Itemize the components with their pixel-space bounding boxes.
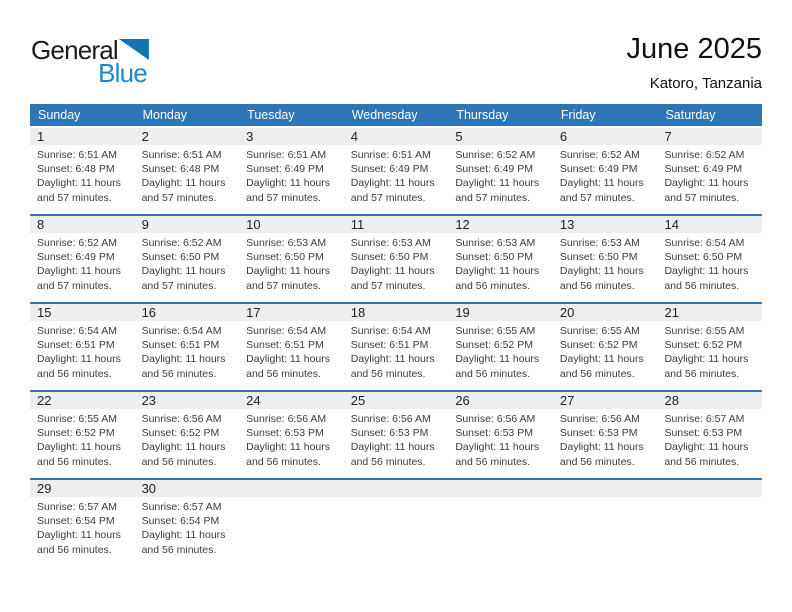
day-number-band — [657, 480, 762, 497]
detail-line: and 56 minutes. — [559, 279, 635, 292]
detail-line: Sunset: 6:50 PM — [559, 251, 638, 264]
day-cell-23 — [135, 392, 240, 478]
detail-line: Sunset: 6:49 PM — [455, 163, 533, 176]
day-cell-6 — [553, 128, 658, 214]
detail-line: Daylight: 11 hours — [141, 353, 226, 366]
day-number-band — [448, 304, 553, 321]
detail-line: and 56 minutes. — [559, 367, 635, 380]
detail-line: Sunrise: 6:51 AM — [350, 149, 431, 161]
day-details — [135, 409, 240, 469]
day-cell-18 — [344, 304, 449, 390]
detail-line: Sunrise: 6:52 AM — [664, 149, 745, 161]
detail-line: Daylight: 11 hours — [664, 265, 749, 278]
day-cell-21 — [657, 304, 762, 390]
detail-line: Daylight: 11 hours — [559, 353, 644, 366]
detail-line: and 56 minutes. — [141, 543, 217, 556]
detail-line: Sunrise: 6:53 AM — [246, 237, 327, 249]
detail-line: Daylight: 11 hours — [246, 177, 331, 190]
day-number-band — [553, 480, 658, 497]
weekday-header-sunday: Sunday — [38, 108, 81, 122]
day-number-band — [344, 480, 449, 497]
detail-line: Sunset: 6:52 PM — [455, 339, 533, 352]
day-details — [239, 233, 344, 293]
day-cell-3 — [239, 128, 344, 214]
detail-line: Daylight: 11 hours — [246, 265, 331, 278]
day-cell-26 — [448, 392, 553, 478]
weekday-header-friday: Friday — [560, 108, 596, 122]
month-title: June 2025 — [626, 33, 762, 65]
detail-line: Sunrise: 6:55 AM — [559, 325, 640, 337]
day-details — [30, 233, 135, 293]
day-number: 24 — [246, 393, 261, 408]
day-number-band — [448, 128, 553, 145]
day-number-band — [239, 216, 344, 233]
detail-line: Sunrise: 6:57 AM — [141, 501, 222, 513]
day-details — [135, 497, 240, 557]
day-number: 14 — [664, 217, 679, 232]
day-details — [239, 145, 344, 205]
day-cell-empty — [344, 480, 449, 566]
detail-line: Sunset: 6:54 PM — [141, 515, 220, 528]
detail-line: Sunset: 6:50 PM — [141, 251, 220, 264]
detail-line: Sunset: 6:49 PM — [559, 163, 638, 176]
detail-line: Sunrise: 6:57 AM — [664, 413, 745, 425]
detail-line: Sunset: 6:52 PM — [559, 339, 638, 352]
day-cell-15 — [30, 304, 135, 390]
day-number-band — [135, 392, 240, 409]
day-number-band — [135, 216, 240, 233]
day-details — [657, 409, 762, 469]
detail-line: Daylight: 11 hours — [455, 265, 540, 278]
detail-line: and 56 minutes. — [664, 279, 740, 292]
detail-line: Daylight: 11 hours — [455, 441, 540, 454]
detail-line: Sunrise: 6:52 AM — [455, 149, 536, 161]
week-row — [30, 302, 762, 390]
week-row — [30, 126, 762, 214]
day-number: 3 — [246, 129, 254, 144]
day-number: 27 — [559, 393, 575, 408]
detail-line: Sunset: 6:50 PM — [455, 251, 533, 264]
day-cell-30 — [135, 480, 240, 566]
detail-line: Sunset: 6:48 PM — [37, 163, 115, 176]
detail-line: and 57 minutes. — [246, 191, 321, 204]
title-block — [627, 33, 762, 92]
detail-line: and 57 minutes. — [350, 279, 426, 292]
detail-line: Daylight: 11 hours — [664, 353, 749, 366]
day-number-band — [30, 216, 135, 233]
detail-line: and 56 minutes. — [455, 367, 531, 380]
detail-line: and 57 minutes. — [37, 279, 112, 292]
day-number-band — [30, 480, 135, 497]
detail-line: Sunset: 6:49 PM — [350, 163, 429, 176]
day-number-band — [30, 392, 135, 409]
day-number: 18 — [350, 305, 366, 320]
detail-line: Sunrise: 6:55 AM — [37, 413, 117, 425]
day-cell-24 — [239, 392, 344, 478]
day-number-band — [239, 392, 344, 409]
day-number-band — [553, 304, 658, 321]
day-number: 16 — [141, 305, 157, 320]
day-cell-empty — [553, 480, 658, 566]
day-number-band — [344, 304, 449, 321]
detail-line: Sunrise: 6:52 AM — [559, 149, 640, 161]
logo-triangle-icon — [119, 39, 149, 60]
day-details — [239, 321, 344, 381]
day-cell-27 — [553, 392, 658, 478]
day-cell-5 — [448, 128, 553, 214]
day-number-band — [30, 304, 135, 321]
day-details — [553, 409, 658, 469]
day-cell-1 — [30, 128, 135, 214]
day-details — [553, 145, 658, 205]
day-details — [657, 233, 762, 293]
detail-line: Daylight: 11 hours — [246, 353, 331, 366]
day-details — [344, 409, 449, 469]
day-cell-empty — [448, 480, 553, 566]
day-details — [448, 409, 553, 469]
day-cell-17 — [239, 304, 344, 390]
logo-text-blue: Blue — [98, 58, 147, 88]
detail-line: Daylight: 11 hours — [350, 265, 435, 278]
day-number: 21 — [664, 305, 679, 320]
day-details — [30, 409, 135, 469]
detail-line: and 56 minutes. — [350, 367, 426, 380]
day-cell-28 — [657, 392, 762, 478]
detail-line: and 56 minutes. — [37, 543, 112, 556]
calendar-body — [30, 126, 762, 566]
detail-line: and 56 minutes. — [350, 455, 426, 468]
detail-line: Sunrise: 6:56 AM — [559, 413, 640, 425]
day-cell-9 — [135, 216, 240, 302]
day-cell-13 — [553, 216, 658, 302]
day-details — [657, 145, 762, 205]
day-cell-11 — [344, 216, 449, 302]
detail-line: Sunrise: 6:51 AM — [141, 149, 222, 161]
day-number: 12 — [455, 217, 470, 232]
day-number: 13 — [559, 217, 575, 232]
day-number-band — [448, 480, 553, 497]
detail-line: Sunset: 6:51 PM — [246, 339, 324, 352]
detail-line: and 56 minutes. — [141, 455, 217, 468]
detail-line: Sunset: 6:49 PM — [246, 163, 324, 176]
day-number: 8 — [37, 217, 45, 232]
week-row — [30, 478, 762, 566]
detail-line: Sunrise: 6:54 AM — [141, 325, 222, 337]
detail-line: Sunset: 6:51 PM — [37, 339, 115, 352]
detail-line: Daylight: 11 hours — [37, 529, 121, 542]
day-number-band — [239, 304, 344, 321]
day-number-band — [239, 128, 344, 145]
detail-line: Daylight: 11 hours — [37, 265, 121, 278]
weekday-header-saturday: Saturday — [665, 108, 716, 122]
detail-line: and 57 minutes. — [37, 191, 112, 204]
day-details — [135, 233, 240, 293]
detail-line: Sunrise: 6:56 AM — [455, 413, 536, 425]
detail-line: Sunset: 6:53 PM — [559, 427, 638, 440]
day-cell-empty — [657, 480, 762, 566]
detail-line: Sunset: 6:53 PM — [455, 427, 533, 440]
day-cell-29 — [30, 480, 135, 566]
day-cell-25 — [344, 392, 449, 478]
detail-line: Sunset: 6:52 PM — [664, 339, 743, 352]
day-details — [135, 321, 240, 381]
day-details — [344, 145, 449, 205]
detail-line: and 56 minutes. — [664, 367, 740, 380]
weekday-header-row — [30, 104, 762, 126]
detail-line: and 57 minutes. — [350, 191, 426, 204]
detail-line: Sunrise: 6:52 AM — [141, 237, 222, 249]
logo-text-general: General — [31, 35, 118, 65]
day-number-band — [657, 128, 762, 145]
detail-line: Daylight: 11 hours — [350, 177, 435, 190]
detail-line: and 56 minutes. — [664, 455, 740, 468]
detail-line: Sunrise: 6:54 AM — [350, 325, 431, 337]
day-number: 26 — [455, 393, 470, 408]
day-details — [135, 145, 240, 205]
detail-line: Sunset: 6:52 PM — [141, 427, 220, 440]
detail-line: Daylight: 11 hours — [559, 265, 644, 278]
detail-line: Daylight: 11 hours — [141, 265, 226, 278]
day-number-band — [553, 392, 658, 409]
day-number-band — [135, 480, 240, 497]
detail-line: Daylight: 11 hours — [141, 177, 226, 190]
detail-line: Daylight: 11 hours — [350, 441, 435, 454]
detail-line: Sunrise: 6:51 AM — [246, 149, 327, 161]
detail-line: Sunset: 6:48 PM — [141, 163, 220, 176]
detail-line: and 56 minutes. — [455, 279, 531, 292]
detail-line: Sunset: 6:54 PM — [37, 515, 115, 528]
day-details — [30, 145, 135, 205]
day-number-band — [135, 304, 240, 321]
day-cell-7 — [657, 128, 762, 214]
detail-line: Daylight: 11 hours — [246, 441, 331, 454]
day-number: 9 — [141, 217, 149, 232]
day-details — [448, 233, 553, 293]
location-subtitle: Katoro, Tanzania — [649, 75, 762, 92]
day-details — [448, 321, 553, 381]
day-number: 7 — [664, 129, 672, 144]
day-number-band — [344, 128, 449, 145]
day-cell-14 — [657, 216, 762, 302]
day-details — [553, 233, 658, 293]
day-number-band — [135, 128, 240, 145]
day-number: 17 — [246, 305, 261, 320]
detail-line: Daylight: 11 hours — [350, 353, 435, 366]
detail-line: Sunrise: 6:56 AM — [246, 413, 327, 425]
detail-line: Daylight: 11 hours — [455, 353, 540, 366]
day-details — [344, 321, 449, 381]
day-number: 10 — [246, 217, 261, 232]
detail-line: and 56 minutes. — [455, 455, 531, 468]
day-cell-empty — [239, 480, 344, 566]
detail-line: and 57 minutes. — [141, 191, 217, 204]
detail-line: Daylight: 11 hours — [141, 529, 226, 542]
detail-line: Sunset: 6:51 PM — [141, 339, 220, 352]
detail-line: and 57 minutes. — [455, 191, 531, 204]
day-details — [553, 321, 658, 381]
detail-line: Sunset: 6:51 PM — [350, 339, 429, 352]
detail-line: and 56 minutes. — [559, 455, 635, 468]
detail-line: Sunset: 6:53 PM — [246, 427, 324, 440]
detail-line: and 56 minutes. — [141, 367, 217, 380]
day-number-band — [344, 392, 449, 409]
detail-line: Sunset: 6:53 PM — [664, 427, 743, 440]
detail-line: Daylight: 11 hours — [37, 177, 121, 190]
day-number-band — [344, 216, 449, 233]
day-number: 11 — [350, 217, 365, 232]
day-number: 29 — [37, 481, 52, 496]
weekday-header-thursday: Thursday — [456, 108, 509, 122]
day-number-band — [657, 304, 762, 321]
day-number-band — [239, 480, 344, 497]
detail-line: Sunset: 6:50 PM — [246, 251, 324, 264]
day-details — [344, 233, 449, 293]
week-row — [30, 214, 762, 302]
day-cell-10 — [239, 216, 344, 302]
detail-line: Sunrise: 6:56 AM — [141, 413, 222, 425]
detail-line: Sunset: 6:50 PM — [350, 251, 429, 264]
day-number: 19 — [455, 305, 470, 320]
day-number-band — [448, 392, 553, 409]
day-number: 4 — [350, 129, 358, 144]
detail-line: and 56 minutes. — [246, 367, 321, 380]
day-cell-12 — [448, 216, 553, 302]
day-number: 20 — [559, 305, 575, 320]
detail-line: Sunrise: 6:54 AM — [37, 325, 117, 337]
detail-line: and 56 minutes. — [37, 455, 112, 468]
detail-line: Sunrise: 6:52 AM — [37, 237, 117, 249]
detail-line: Sunrise: 6:56 AM — [350, 413, 431, 425]
detail-line: and 57 minutes. — [141, 279, 217, 292]
weekday-header-wednesday: Wednesday — [351, 108, 418, 122]
day-number: 1 — [37, 129, 45, 144]
detail-line: and 56 minutes. — [246, 455, 321, 468]
day-details — [30, 497, 135, 557]
detail-line: Sunrise: 6:54 AM — [246, 325, 327, 337]
detail-line: Daylight: 11 hours — [559, 441, 644, 454]
day-number: 5 — [455, 129, 463, 144]
detail-line: Daylight: 11 hours — [455, 177, 540, 190]
detail-line: and 56 minutes. — [37, 367, 112, 380]
day-details — [657, 321, 762, 381]
calendar-table — [30, 104, 762, 566]
day-details — [239, 409, 344, 469]
day-details — [30, 321, 135, 381]
day-number: 28 — [664, 393, 679, 408]
day-cell-4 — [344, 128, 449, 214]
day-number: 2 — [141, 129, 149, 144]
detail-line: Sunset: 6:50 PM — [664, 251, 743, 264]
detail-line: Daylight: 11 hours — [37, 353, 121, 366]
detail-line: Sunrise: 6:53 AM — [455, 237, 536, 249]
day-number-band — [448, 216, 553, 233]
detail-line: Sunrise: 6:54 AM — [664, 237, 745, 249]
detail-line: Sunset: 6:49 PM — [37, 251, 115, 264]
detail-line: Daylight: 11 hours — [141, 441, 226, 454]
weekday-header-tuesday: Tuesday — [247, 108, 295, 122]
day-cell-19 — [448, 304, 553, 390]
day-number: 15 — [37, 305, 52, 320]
day-number: 6 — [559, 129, 568, 144]
day-cell-16 — [135, 304, 240, 390]
day-number: 25 — [350, 393, 366, 408]
detail-line: Daylight: 11 hours — [664, 177, 749, 190]
detail-line: Sunrise: 6:53 AM — [559, 237, 640, 249]
detail-line: Sunrise: 6:55 AM — [455, 325, 536, 337]
detail-line: Daylight: 11 hours — [559, 177, 644, 190]
day-cell-8 — [30, 216, 135, 302]
detail-line: Sunrise: 6:53 AM — [350, 237, 431, 249]
detail-line: and 57 minutes. — [664, 191, 740, 204]
day-number-band — [553, 128, 658, 145]
detail-line: and 57 minutes. — [246, 279, 321, 292]
detail-line: Sunset: 6:52 PM — [37, 427, 115, 440]
day-cell-2 — [135, 128, 240, 214]
day-number-band — [553, 216, 658, 233]
day-number: 30 — [141, 481, 157, 496]
day-number: 22 — [37, 393, 52, 408]
weekday-header-monday: Monday — [142, 108, 188, 122]
general-blue-logo — [31, 35, 149, 88]
day-cell-22 — [30, 392, 135, 478]
day-cell-20 — [553, 304, 658, 390]
detail-line: and 57 minutes. — [559, 191, 635, 204]
detail-line: Sunrise: 6:55 AM — [664, 325, 745, 337]
day-number-band — [657, 216, 762, 233]
detail-line: Sunset: 6:53 PM — [350, 427, 429, 440]
detail-line: Sunrise: 6:57 AM — [37, 501, 117, 513]
day-details — [448, 145, 553, 205]
week-row — [30, 390, 762, 478]
detail-line: Sunset: 6:49 PM — [664, 163, 743, 176]
day-number: 23 — [141, 393, 157, 408]
detail-line: Daylight: 11 hours — [37, 441, 121, 454]
detail-line: Sunrise: 6:51 AM — [37, 149, 117, 161]
day-number-band — [30, 128, 135, 145]
detail-line: Daylight: 11 hours — [664, 441, 749, 454]
day-number-band — [657, 392, 762, 409]
